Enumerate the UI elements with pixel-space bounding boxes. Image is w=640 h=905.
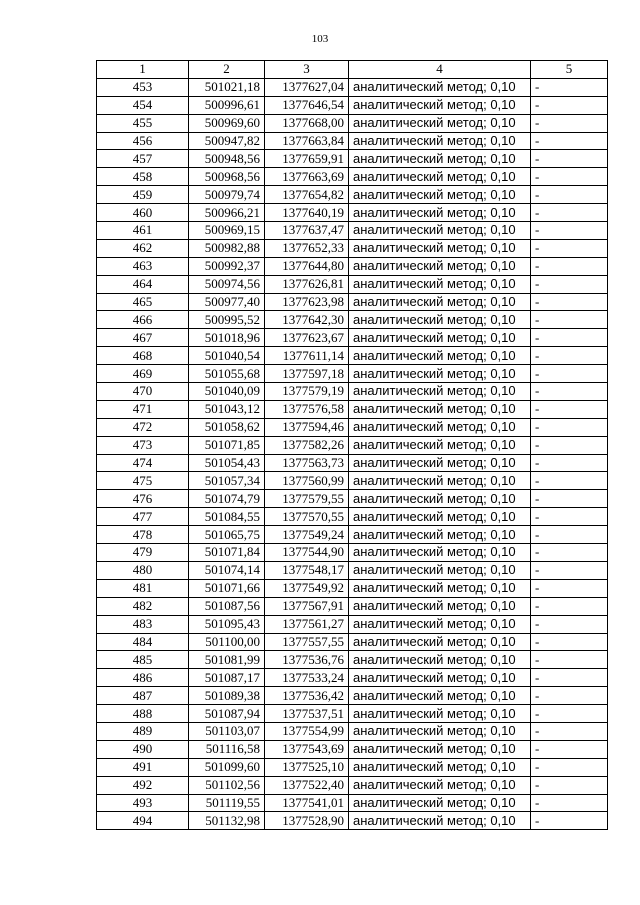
point-number-cell: 493 [97, 794, 189, 812]
y-coordinate-cell: 1377549,24 [265, 526, 349, 544]
point-number-cell: 486 [97, 669, 189, 687]
x-coordinate-cell: 501084,55 [189, 508, 265, 526]
table-row [97, 400, 608, 418]
table-row [97, 758, 608, 776]
y-coordinate-cell: 1377582,26 [265, 436, 349, 454]
method-cell: аналитический метод; 0,10 [349, 669, 531, 687]
y-coordinate-cell: 1377576,58 [265, 400, 349, 418]
point-number-cell: 466 [97, 311, 189, 329]
table-row [97, 204, 608, 222]
x-coordinate-cell: 500995,52 [189, 311, 265, 329]
method-cell: аналитический метод; 0,10 [349, 615, 531, 633]
x-coordinate-cell: 501087,17 [189, 669, 265, 687]
point-number-cell: 476 [97, 490, 189, 508]
method-cell: аналитический метод; 0,10 [349, 114, 531, 132]
table-row [97, 78, 608, 96]
x-coordinate-cell: 501071,85 [189, 436, 265, 454]
x-coordinate-cell: 501087,56 [189, 597, 265, 615]
description-cell: - [531, 705, 608, 723]
x-coordinate-cell: 501099,60 [189, 758, 265, 776]
method-cell: аналитический метод; 0,10 [349, 687, 531, 705]
x-coordinate-cell: 500968,56 [189, 168, 265, 186]
x-coordinate-cell: 501043,12 [189, 400, 265, 418]
y-coordinate-cell: 1377528,90 [265, 812, 349, 830]
point-number-cell: 467 [97, 329, 189, 347]
description-cell: - [531, 561, 608, 579]
point-number-cell: 473 [97, 436, 189, 454]
method-cell: аналитический метод; 0,10 [349, 544, 531, 562]
description-cell: - [531, 776, 608, 794]
description-cell: - [531, 400, 608, 418]
description-cell: - [531, 275, 608, 293]
description-cell: - [531, 651, 608, 669]
point-number-cell: 465 [97, 293, 189, 311]
method-cell: аналитический метод; 0,10 [349, 776, 531, 794]
point-number-cell: 456 [97, 132, 189, 150]
y-coordinate-cell: 1377536,76 [265, 651, 349, 669]
method-cell: аналитический метод; 0,10 [349, 812, 531, 830]
y-coordinate-cell: 1377579,19 [265, 383, 349, 401]
description-cell: - [531, 257, 608, 275]
table-row [97, 150, 608, 168]
table-row [97, 436, 608, 454]
point-number-cell: 488 [97, 705, 189, 723]
x-coordinate-cell: 501089,38 [189, 687, 265, 705]
table-row [97, 579, 608, 597]
y-coordinate-cell: 1377640,19 [265, 204, 349, 222]
table-row [97, 275, 608, 293]
x-coordinate-cell: 501103,07 [189, 722, 265, 740]
point-number-cell: 455 [97, 114, 189, 132]
x-coordinate-cell: 500974,56 [189, 275, 265, 293]
description-cell: - [531, 687, 608, 705]
method-cell: аналитический метод; 0,10 [349, 597, 531, 615]
table-row [97, 687, 608, 705]
x-coordinate-cell: 500947,82 [189, 132, 265, 150]
table-row [97, 222, 608, 240]
method-cell: аналитический метод; 0,10 [349, 150, 531, 168]
point-number-cell: 453 [97, 78, 189, 96]
x-coordinate-cell: 501071,66 [189, 579, 265, 597]
x-coordinate-cell: 501065,75 [189, 526, 265, 544]
x-coordinate-cell: 501071,84 [189, 544, 265, 562]
y-coordinate-cell: 1377570,55 [265, 508, 349, 526]
y-coordinate-cell: 1377623,67 [265, 329, 349, 347]
point-number-cell: 492 [97, 776, 189, 794]
y-coordinate-cell: 1377611,14 [265, 347, 349, 365]
point-number-cell: 481 [97, 579, 189, 597]
description-cell: - [531, 633, 608, 651]
method-cell: аналитический метод; 0,10 [349, 758, 531, 776]
column-header-number: 1 [97, 61, 189, 79]
column-header-method: 4 [349, 61, 531, 79]
y-coordinate-cell: 1377654,82 [265, 186, 349, 204]
y-coordinate-cell: 1377563,73 [265, 454, 349, 472]
column-header-description: 5 [531, 61, 608, 79]
column-header-y: 3 [265, 61, 349, 79]
description-cell: - [531, 418, 608, 436]
table-row [97, 329, 608, 347]
description-cell: - [531, 794, 608, 812]
method-cell: аналитический метод; 0,10 [349, 239, 531, 257]
description-cell: - [531, 454, 608, 472]
table-row [97, 812, 608, 830]
method-cell: аналитический метод; 0,10 [349, 526, 531, 544]
y-coordinate-cell: 1377537,51 [265, 705, 349, 723]
point-number-cell: 483 [97, 615, 189, 633]
method-cell: аналитический метод; 0,10 [349, 454, 531, 472]
point-number-cell: 457 [97, 150, 189, 168]
table-row [97, 651, 608, 669]
description-cell: - [531, 740, 608, 758]
x-coordinate-cell: 501057,34 [189, 472, 265, 490]
table-row [97, 633, 608, 651]
point-number-cell: 489 [97, 722, 189, 740]
table-row [97, 597, 608, 615]
description-cell: - [531, 239, 608, 257]
table-row [97, 347, 608, 365]
point-number-cell: 487 [97, 687, 189, 705]
x-coordinate-cell: 501054,43 [189, 454, 265, 472]
table-row [97, 508, 608, 526]
y-coordinate-cell: 1377644,80 [265, 257, 349, 275]
y-coordinate-cell: 1377594,46 [265, 418, 349, 436]
table-row [97, 257, 608, 275]
table-row [97, 186, 608, 204]
y-coordinate-cell: 1377663,84 [265, 132, 349, 150]
point-number-cell: 468 [97, 347, 189, 365]
x-coordinate-cell: 501102,56 [189, 776, 265, 794]
table-row [97, 365, 608, 383]
y-coordinate-cell: 1377561,27 [265, 615, 349, 633]
table-row [97, 776, 608, 794]
table-header-row [97, 61, 608, 79]
point-number-cell: 469 [97, 365, 189, 383]
point-number-cell: 470 [97, 383, 189, 401]
description-cell: - [531, 579, 608, 597]
y-coordinate-cell: 1377543,69 [265, 740, 349, 758]
table-row [97, 168, 608, 186]
method-cell: аналитический метод; 0,10 [349, 329, 531, 347]
y-coordinate-cell: 1377557,55 [265, 633, 349, 651]
x-coordinate-cell: 501021,18 [189, 78, 265, 96]
table-row [97, 615, 608, 633]
y-coordinate-cell: 1377567,91 [265, 597, 349, 615]
table-row [97, 383, 608, 401]
point-number-cell: 477 [97, 508, 189, 526]
table-row [97, 705, 608, 723]
description-cell: - [531, 347, 608, 365]
point-number-cell: 490 [97, 740, 189, 758]
x-coordinate-cell: 501100,00 [189, 633, 265, 651]
method-cell: аналитический метод; 0,10 [349, 204, 531, 222]
point-number-cell: 474 [97, 454, 189, 472]
point-number-cell: 484 [97, 633, 189, 651]
description-cell: - [531, 544, 608, 562]
method-cell: аналитический метод; 0,10 [349, 347, 531, 365]
method-cell: аналитический метод; 0,10 [349, 579, 531, 597]
x-coordinate-cell: 501055,68 [189, 365, 265, 383]
x-coordinate-cell: 501018,96 [189, 329, 265, 347]
description-cell: - [531, 597, 608, 615]
table-row [97, 311, 608, 329]
y-coordinate-cell: 1377560,99 [265, 472, 349, 490]
y-coordinate-cell: 1377626,81 [265, 275, 349, 293]
description-cell: - [531, 436, 608, 454]
description-cell: - [531, 526, 608, 544]
table-row [97, 239, 608, 257]
description-cell: - [531, 508, 608, 526]
x-coordinate-cell: 500979,74 [189, 186, 265, 204]
y-coordinate-cell: 1377525,10 [265, 758, 349, 776]
point-number-cell: 461 [97, 222, 189, 240]
method-cell: аналитический метод; 0,10 [349, 311, 531, 329]
method-cell: аналитический метод; 0,10 [349, 722, 531, 740]
method-cell: аналитический метод; 0,10 [349, 222, 531, 240]
method-cell: аналитический метод; 0,10 [349, 651, 531, 669]
x-coordinate-cell: 501040,09 [189, 383, 265, 401]
point-number-cell: 482 [97, 597, 189, 615]
description-cell: - [531, 669, 608, 687]
column-header-x: 2 [189, 61, 265, 79]
y-coordinate-cell: 1377544,90 [265, 544, 349, 562]
method-cell: аналитический метод; 0,10 [349, 740, 531, 758]
table-row [97, 490, 608, 508]
description-cell: - [531, 490, 608, 508]
method-cell: аналитический метод; 0,10 [349, 400, 531, 418]
description-cell: - [531, 329, 608, 347]
point-number-cell: 471 [97, 400, 189, 418]
description-cell: - [531, 114, 608, 132]
description-cell: - [531, 311, 608, 329]
y-coordinate-cell: 1377522,40 [265, 776, 349, 794]
coordinates-table [96, 60, 608, 830]
x-coordinate-cell: 501116,58 [189, 740, 265, 758]
method-cell: аналитический метод; 0,10 [349, 794, 531, 812]
y-coordinate-cell: 1377579,55 [265, 490, 349, 508]
x-coordinate-cell: 500977,40 [189, 293, 265, 311]
description-cell: - [531, 96, 608, 114]
method-cell: аналитический метод; 0,10 [349, 257, 531, 275]
method-cell: аналитический метод; 0,10 [349, 168, 531, 186]
y-coordinate-cell: 1377642,30 [265, 311, 349, 329]
description-cell: - [531, 383, 608, 401]
point-number-cell: 472 [97, 418, 189, 436]
table-row [97, 722, 608, 740]
y-coordinate-cell: 1377627,04 [265, 78, 349, 96]
method-cell: аналитический метод; 0,10 [349, 436, 531, 454]
x-coordinate-cell: 500948,56 [189, 150, 265, 168]
x-coordinate-cell: 501081,99 [189, 651, 265, 669]
table-row [97, 96, 608, 114]
method-cell: аналитический метод; 0,10 [349, 508, 531, 526]
y-coordinate-cell: 1377623,98 [265, 293, 349, 311]
table-row [97, 740, 608, 758]
y-coordinate-cell: 1377659,91 [265, 150, 349, 168]
x-coordinate-cell: 500969,15 [189, 222, 265, 240]
description-cell: - [531, 758, 608, 776]
y-coordinate-cell: 1377597,18 [265, 365, 349, 383]
point-number-cell: 462 [97, 239, 189, 257]
description-cell: - [531, 186, 608, 204]
point-number-cell: 494 [97, 812, 189, 830]
y-coordinate-cell: 1377663,69 [265, 168, 349, 186]
y-coordinate-cell: 1377533,24 [265, 669, 349, 687]
x-coordinate-cell: 500966,21 [189, 204, 265, 222]
method-cell: аналитический метод; 0,10 [349, 275, 531, 293]
y-coordinate-cell: 1377646,54 [265, 96, 349, 114]
y-coordinate-cell: 1377536,42 [265, 687, 349, 705]
point-number-cell: 478 [97, 526, 189, 544]
x-coordinate-cell: 500996,61 [189, 96, 265, 114]
description-cell: - [531, 168, 608, 186]
x-coordinate-cell: 501058,62 [189, 418, 265, 436]
x-coordinate-cell: 500982,88 [189, 239, 265, 257]
method-cell: аналитический метод; 0,10 [349, 293, 531, 311]
point-number-cell: 485 [97, 651, 189, 669]
point-number-cell: 475 [97, 472, 189, 490]
table-row [97, 132, 608, 150]
description-cell: - [531, 722, 608, 740]
method-cell: аналитический метод; 0,10 [349, 418, 531, 436]
description-cell: - [531, 812, 608, 830]
page-number: 103 [311, 33, 329, 45]
table-row [97, 544, 608, 562]
point-number-cell: 460 [97, 204, 189, 222]
y-coordinate-cell: 1377637,47 [265, 222, 349, 240]
table-row [97, 472, 608, 490]
method-cell: аналитический метод; 0,10 [349, 472, 531, 490]
description-cell: - [531, 365, 608, 383]
table-body [97, 78, 608, 829]
method-cell: аналитический метод; 0,10 [349, 78, 531, 96]
point-number-cell: 464 [97, 275, 189, 293]
point-number-cell: 480 [97, 561, 189, 579]
x-coordinate-cell: 501119,55 [189, 794, 265, 812]
description-cell: - [531, 204, 608, 222]
table-row [97, 418, 608, 436]
point-number-cell: 463 [97, 257, 189, 275]
y-coordinate-cell: 1377549,92 [265, 579, 349, 597]
y-coordinate-cell: 1377554,99 [265, 722, 349, 740]
point-number-cell: 454 [97, 96, 189, 114]
table-row [97, 114, 608, 132]
x-coordinate-cell: 501040,54 [189, 347, 265, 365]
point-number-cell: 458 [97, 168, 189, 186]
point-number-cell: 491 [97, 758, 189, 776]
method-cell: аналитический метод; 0,10 [349, 96, 531, 114]
method-cell: аналитический метод; 0,10 [349, 633, 531, 651]
y-coordinate-cell: 1377668,00 [265, 114, 349, 132]
point-number-cell: 459 [97, 186, 189, 204]
description-cell: - [531, 78, 608, 96]
table-row [97, 454, 608, 472]
method-cell: аналитический метод; 0,10 [349, 705, 531, 723]
x-coordinate-cell: 500992,37 [189, 257, 265, 275]
description-cell: - [531, 293, 608, 311]
method-cell: аналитический метод; 0,10 [349, 561, 531, 579]
x-coordinate-cell: 501074,79 [189, 490, 265, 508]
table-row [97, 794, 608, 812]
y-coordinate-cell: 1377548,17 [265, 561, 349, 579]
y-coordinate-cell: 1377541,01 [265, 794, 349, 812]
x-coordinate-cell: 501095,43 [189, 615, 265, 633]
method-cell: аналитический метод; 0,10 [349, 186, 531, 204]
method-cell: аналитический метод; 0,10 [349, 365, 531, 383]
y-coordinate-cell: 1377652,33 [265, 239, 349, 257]
description-cell: - [531, 150, 608, 168]
method-cell: аналитический метод; 0,10 [349, 490, 531, 508]
method-cell: аналитический метод; 0,10 [349, 132, 531, 150]
x-coordinate-cell: 501132,98 [189, 812, 265, 830]
description-cell: - [531, 132, 608, 150]
description-cell: - [531, 222, 608, 240]
table-row [97, 293, 608, 311]
table-row [97, 561, 608, 579]
method-cell: аналитический метод; 0,10 [349, 383, 531, 401]
x-coordinate-cell: 501087,94 [189, 705, 265, 723]
x-coordinate-cell: 501074,14 [189, 561, 265, 579]
table-row [97, 669, 608, 687]
point-number-cell: 479 [97, 544, 189, 562]
x-coordinate-cell: 500969,60 [189, 114, 265, 132]
table-row [97, 526, 608, 544]
description-cell: - [531, 472, 608, 490]
description-cell: - [531, 615, 608, 633]
